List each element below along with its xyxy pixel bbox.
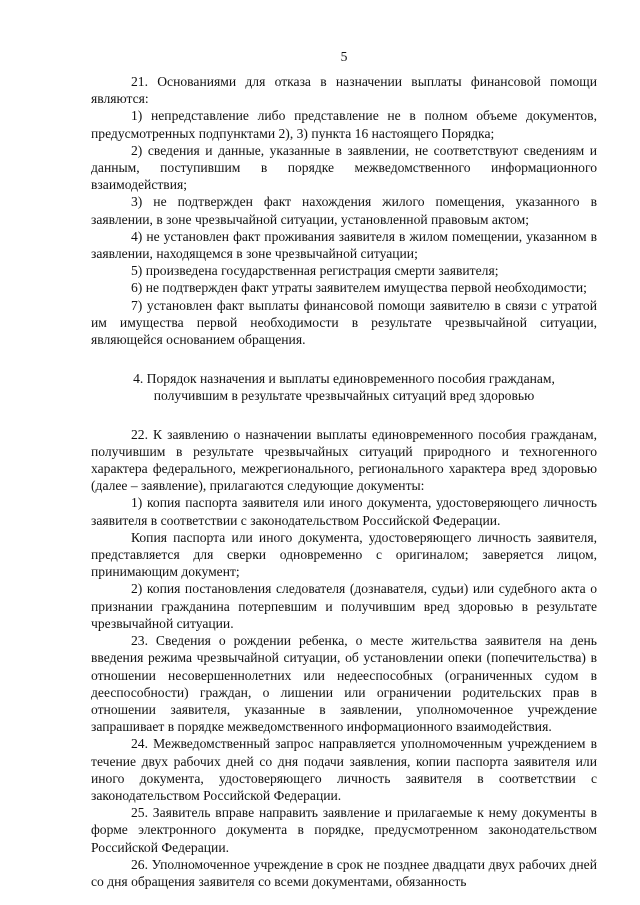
paragraph-21: 21. Основаниями для отказа в назначении выплаты финансовой помощи являются: [91,74,597,107]
paragraph-25: 25. Заявитель вправе направить заявление и прилагаемые к нему документы в форме электронного документа в порядке, предусмотренном законодательством Российской Федерации. [91,805,597,855]
paragraph-24: 24. Межведомственный запрос направляется уполномоченным учреждением в течение двух рабочих дней со дня подачи заявления, копии паспорта заявителя или иного документа, удостоверяющего личность заявителя в соответствии с законодательством Российской Федерации. [91,736,597,803]
section-heading [91,370,597,404]
document-body [91,73,597,890]
list-item-4: 4) не установлен факт проживания заявителя в жилом помещении, указанном в заявлении, находящемся в зоне чрезвычайной ситуации; [91,228,597,262]
paragraph-22-note: Копия паспорта или иного документа, удостоверяющего личность заявителя, представляется для сверки одновременно с оригиналом; заверяется лицом, принимающим документ; [91,529,597,580]
section-heading-line-1: 4. Порядок назначения и выплаты единовременного пособия гражданам, [133,371,555,387]
paragraph-22-item-1: 1) копия паспорта заявителя или иного документа, удостоверяющего личность заявителя в соответствии с законодательством Российской Федерации. [91,495,597,528]
section-heading-line-2: получившим в результате чрезвычайных ситуаций вред здоровью [153,388,535,404]
paragraph-23: 23. Сведения о рождении ребенка, о месте жительства заявителя на день введения режима чрезвычайной ситуации, об установлении опеки (попечительства) в отношении несовершеннолетних или недееспособных (ограниченных судом в дееспособности) граждан, о лишении или ограничении родительских прав в отношении заявителя, указанные в заявлении, уполномоченное учреждение запрашивает в порядке межведомственного информационного взаимодействия. [91,633,597,735]
list-item-2: 2) сведения и данные, указанные в заявлении, не соответствуют сведениям и данным, поступившим в порядке межведомственного информационного взаимодействия; [91,142,597,193]
list-item-5: 5) произведена государственная регистрация смерти заявителя; [131,263,499,279]
page-number: 5 [340,49,348,64]
paragraph-26: 26. Уполномоченное учреждение в срок не позднее двадцати двух рабочих дней со дня обращения заявителя со всеми документами, обязанность [91,856,597,889]
paragraph-22: 22. К заявлению о назначении выплаты единовременного пособия гражданам, получившим в результате чрезвычайных ситуаций природного и техногенного характера федерального, межрегионального, регионального характера вред здоровью (далее – заявление), прилагаются следующие документы: [91,426,597,494]
paragraph-22-item-2: 2) копия постановления следователя (дознавателя, судьи) или судебного акта о признании гражданина потерпевшим и получившим вред здоровью в результате чрезвычайной ситуации. [91,581,597,631]
list-item-1: 1) непредставление либо представление не в полном объеме документов, предусмотренных подпунктами 2), 3) пункта 16 настоящего Порядка; [91,108,597,141]
list-item-3: 3) не подтвержден факт нахождения жилого помещения, указанного в заявлении, в зоне чрезвычайной ситуации, установленной правовым актом; [91,194,597,227]
list-item-7: 7) установлен факт выплаты финансовой помощи заявителю в связи с утратой им имущества первой необходимости в результате чрезвычайной ситуации, являющейся основанием обращения. [91,297,597,348]
list-item-6: 6) не подтвержден факт утраты заявителем имущества первой необходимости; [131,280,587,296]
